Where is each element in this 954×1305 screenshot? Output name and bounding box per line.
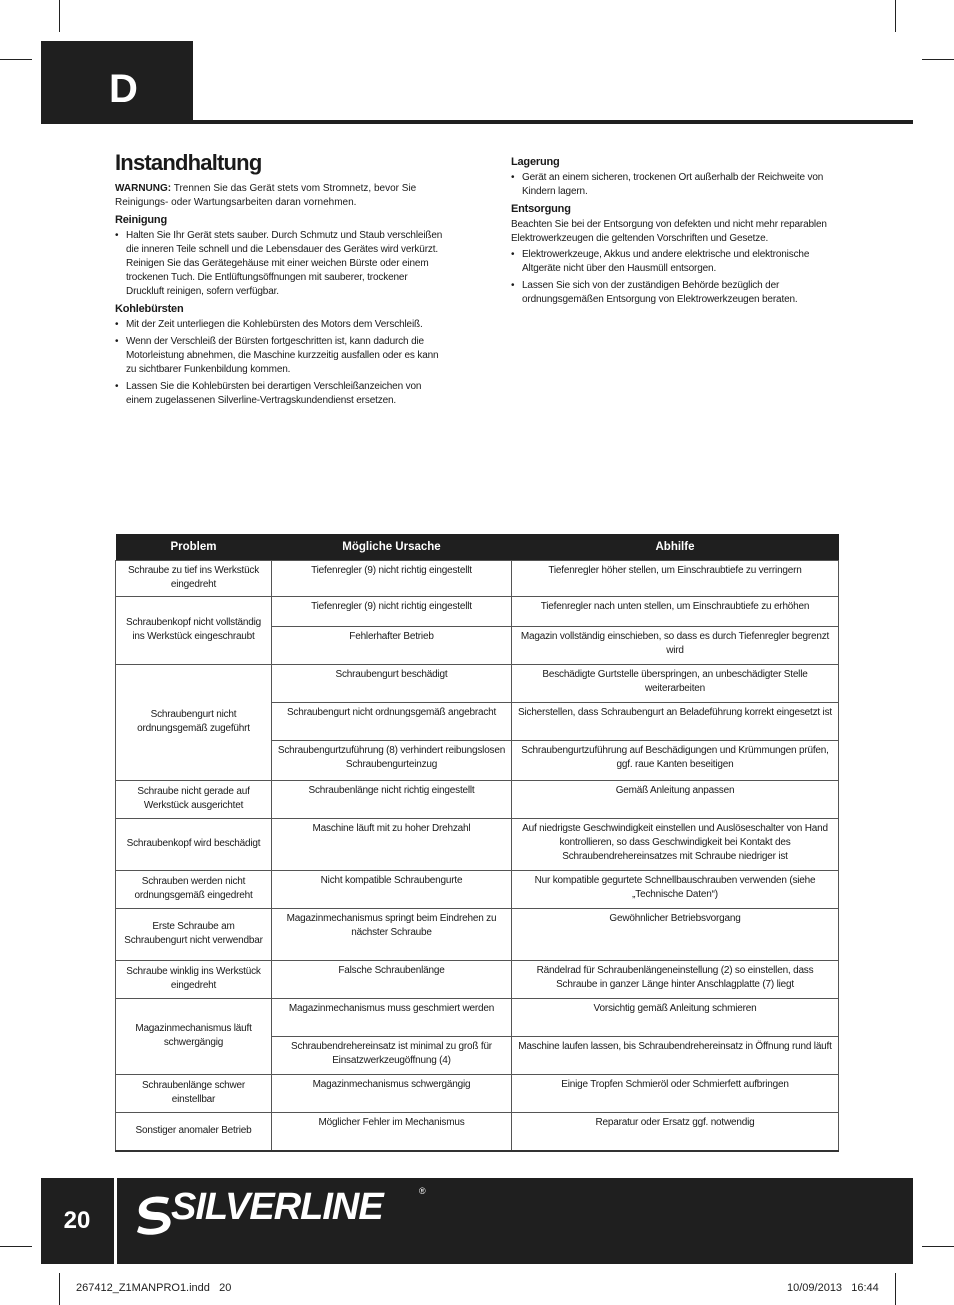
table-row	[116, 961, 839, 999]
remedy-cell: Nur kompatible gegurtete Schnellbauschrauben verwenden (siehe „Technische Daten“)	[512, 871, 839, 909]
bullet-list	[115, 229, 445, 299]
cause-cell: Magazinmechanismus springt beim Eindrehen zu nächster Schraube	[272, 909, 512, 961]
cause-cell: Maschine läuft mit zu hoher Drehzahl	[272, 819, 512, 871]
section-heading: Lagerung	[511, 156, 560, 168]
cause-cell: Schraubengurt nicht ordnungsgemäß angebracht	[272, 703, 512, 741]
left-sections	[115, 214, 445, 408]
remedy-cell: Gewöhnlicher Betriebsvorgang	[512, 909, 839, 961]
table-row	[116, 819, 839, 871]
footer-bar	[41, 1178, 913, 1264]
section-intro: Beachten Sie bei der Entsorgung von defekten und nicht mehr reparablen Elektrowerkzeugen die geltenden Vorschriften und Gesetze.	[511, 219, 827, 244]
silverline-logo-icon	[135, 1192, 175, 1236]
problem-cell: Schraube zu tief ins Werkstück eingedreht	[116, 561, 272, 597]
table-header-row	[116, 534, 839, 561]
bullet-list	[115, 318, 445, 408]
bullet-item: • Mit der Zeit unterliegen die Kohlebürsten des Motors dem Verschleiß.	[115, 318, 445, 332]
crop-mark	[895, 0, 896, 32]
crop-mark	[59, 0, 60, 32]
table-row	[116, 871, 839, 909]
remedy-cell: Vorsichtig gemäß Anleitung schmieren	[512, 999, 839, 1037]
remedy-cell: Einige Tropfen Schmieröl oder Schmierfett aufbringen	[512, 1075, 839, 1113]
crop-mark	[0, 1246, 32, 1247]
remedy-cell: Reparatur oder Ersatz ggf. notwendig	[512, 1113, 839, 1151]
table-row	[116, 597, 839, 627]
registered-mark: ®	[419, 1186, 426, 1196]
bullet-list	[511, 248, 836, 307]
remedy-cell: Tiefenregler höher stellen, um Einschraubtiefe zu verringern	[512, 561, 839, 597]
warning-label: WARNUNG:	[115, 183, 172, 194]
crop-mark	[922, 1246, 954, 1247]
problem-cell: Schraube winklig ins Werkstück eingedreht	[116, 961, 272, 999]
right-column	[511, 152, 836, 310]
problem-cell: Schraubenkopf wird beschädigt	[116, 819, 272, 871]
header-problem: Problem	[116, 534, 272, 561]
remedy-cell: Sicherstellen, dass Schraubengurt an Beladeführung korrekt eingesetzt ist	[512, 703, 839, 741]
cause-cell: Tiefenregler (9) nicht richtig eingestellt	[272, 597, 512, 627]
page-number: 20	[63, 1207, 91, 1234]
crop-mark	[922, 59, 954, 60]
problem-cell: Schraubenkopf nicht vollständig ins Werkstück eingeschraubt	[116, 597, 272, 665]
remedy-cell: Auf niedrigste Geschwindigkeit einstellen und Auslöseschalter von Hand kontrollieren, so dass Geschwindigkeit bei Kontakt des Schraubendrehereinsatzes mit Schraube niedriger ist	[512, 819, 839, 871]
warning-text	[115, 182, 445, 210]
bullet-item: • Gerät an einem sicheren, trockenen Ort außerhalb der Reichweite von Kindern lagern.	[511, 171, 836, 199]
section-heading: Kohlebürsten	[115, 303, 184, 315]
crop-mark	[59, 1273, 60, 1305]
bullet-item: • Elektrowerkzeuge, Akkus und andere elektrische und elektronische Altgeräte nicht über den Hausmüll entsorgen.	[511, 248, 836, 276]
bullet-item: • Halten Sie Ihr Gerät stets sauber. Durch Schmutz und Staub verschleißen die inneren Teile schnell und die Lebensdauer des Gerätes wird verkürzt. Reinigen Sie das Gerätegehäuse mit einer weichen Bürste oder einem trockenen Tuch. Die Entlüftungsöffnungen mit sauberer, trockener Druckluft reinigen, sofern verfügbar.	[115, 229, 445, 299]
cause-cell: Schraubendrehereinsatz ist minimal zu groß für Einsatzwerkzeugöffnung (4)	[272, 1037, 512, 1075]
table-row	[116, 665, 839, 703]
table-row	[116, 909, 839, 961]
cause-cell: Nicht kompatible Schraubengurte	[272, 871, 512, 909]
crop-mark	[0, 59, 32, 60]
cause-cell: Möglicher Fehler im Mechanismus	[272, 1113, 512, 1151]
left-column	[115, 150, 445, 411]
problem-cell: Erste Schraube am Schraubengurt nicht verwendbar	[116, 909, 272, 961]
cause-cell: Magazinmechanismus muss geschmiert werden	[272, 999, 512, 1037]
header-cause: Mögliche Ursache	[272, 534, 512, 561]
crop-mark	[895, 1273, 896, 1305]
remedy-cell: Schraubengurtzuführung auf Beschädigungen und Krümmungen prüfen, ggf. raue Kanten beseitigen	[512, 741, 839, 781]
table-row	[116, 999, 839, 1037]
problem-cell: Schrauben werden nicht ordnungsgemäß eingedreht	[116, 871, 272, 909]
brand-wordmark: SILVERLINE	[171, 1186, 383, 1228]
problem-cell: Schraubengurt nicht ordnungsgemäß zugeführt	[116, 665, 272, 781]
table-row	[116, 561, 839, 597]
table-row	[116, 1113, 839, 1151]
header-remedy: Abhilfe	[512, 534, 839, 561]
slug-date: 10/09/2013 16:44	[787, 1282, 879, 1294]
remedy-cell: Beschädigte Gurtstelle überspringen, an unbeschädigter Stelle weiterarbeiten	[512, 665, 839, 703]
remedy-cell: Gemäß Anleitung anpassen	[512, 781, 839, 819]
table-row	[116, 1075, 839, 1113]
problem-cell: Schraube nicht gerade auf Werkstück ausgerichtet	[116, 781, 272, 819]
cause-cell: Magazinmechanismus schwergängig	[272, 1075, 512, 1113]
troubleshooting-table	[115, 534, 839, 1152]
language-code: D	[109, 67, 138, 111]
footer-divider	[114, 1178, 117, 1264]
header-rule	[41, 120, 913, 124]
section-heading: Reinigung	[115, 214, 167, 226]
cause-cell: Schraubenlänge nicht richtig eingestellt	[272, 781, 512, 819]
cause-cell: Schraubengurtzuführung (8) verhindert reibungslosen Schraubengurteinzug	[272, 741, 512, 781]
remedy-cell: Tiefenregler nach unten stellen, um Einschraubtiefe zu erhöhen	[512, 597, 839, 627]
bullet-item: • Lassen Sie die Kohlebürsten bei derartigen Verschleißanzeichen von einem zugelassenen Silverline-Vertragskundendienst ersetzen.	[115, 380, 445, 408]
bullet-item: • Wenn der Verschleiß der Bürsten fortgeschritten ist, kann dadurch die Motorleistung abnehmen, die Maschine kurzzeitig ausfallen oder es kann zu sichtbarer Funkenbildung kommen.	[115, 335, 445, 377]
cause-cell: Falsche Schraubenlänge	[272, 961, 512, 999]
right-sections	[511, 156, 836, 307]
problem-cell: Schraubenlänge schwer einstellbar	[116, 1075, 272, 1113]
remedy-cell: Rändelrad für Schraubenlängeneinstellung (2) so einstellen, dass Schraube in ganzer Länge hinter Anschlagplatte (7) liegt	[512, 961, 839, 999]
cause-cell: Schraubengurt beschädigt	[272, 665, 512, 703]
cause-cell: Tiefenregler (9) nicht richtig eingestellt	[272, 561, 512, 597]
page-title: Instandhaltung	[115, 150, 262, 175]
table-body	[116, 561, 839, 1151]
slug-filename: 267412_Z1MANPRO1.indd 20	[76, 1282, 232, 1294]
problem-cell: Magazinmechanismus läuft schwergängig	[116, 999, 272, 1075]
bullet-item: • Lassen Sie sich von der zuständigen Behörde bezüglich der ordnungsgemäßen Entsorgung von Elektrowerkzeugen beraten.	[511, 279, 836, 307]
table-row	[116, 781, 839, 819]
bullet-list	[511, 171, 836, 199]
section-heading: Entsorgung	[511, 203, 571, 215]
remedy-cell: Magazin vollständig einschieben, so dass es durch Tiefenregler begrenzt wird	[512, 627, 839, 665]
remedy-cell: Maschine laufen lassen, bis Schraubendrehereinsatz in Öffnung rund läuft	[512, 1037, 839, 1075]
warning-body: Trennen Sie das Gerät stets vom Stromnetz, bevor Sie Reinigungs- oder Wartungsarbeiten daran vornehmen.	[115, 183, 417, 208]
problem-cell: Sonstiger anomaler Betrieb	[116, 1113, 272, 1151]
language-tab	[41, 41, 193, 123]
cause-cell: Fehlerhafter Betrieb	[272, 627, 512, 665]
